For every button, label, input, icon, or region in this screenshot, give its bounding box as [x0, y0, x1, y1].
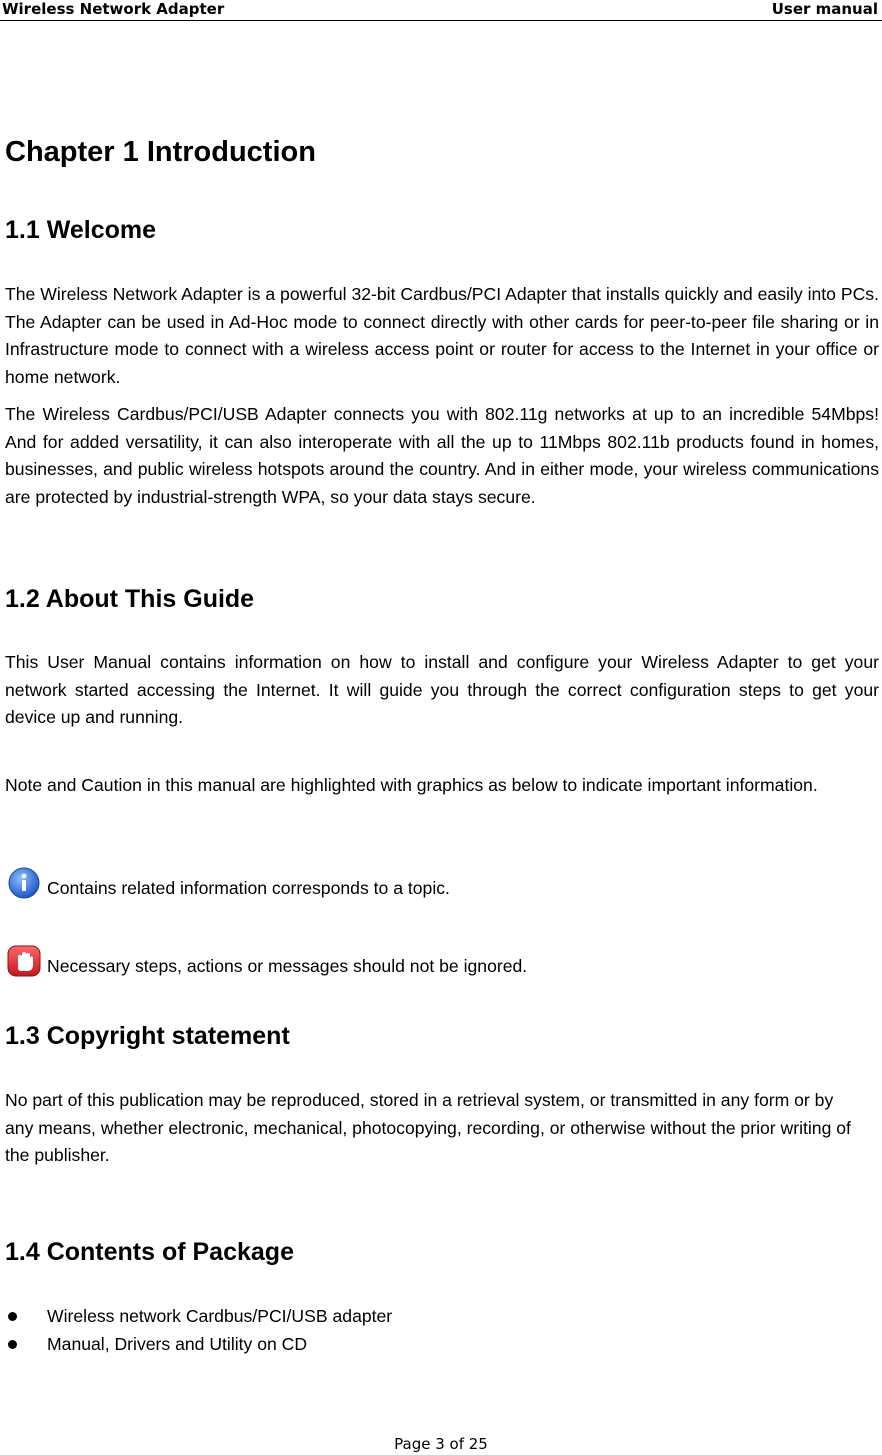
guide-paragraph-2: Note and Caution in this manual are highlighted with graphics as below to indicate important information.: [5, 775, 818, 795]
chapter-title: Chapter 1 Introduction: [5, 136, 316, 168]
guide-paragraph-1: This User Manual contains information on how to install and configure your Wireless Adapter to get your network started accessing the Internet. It will guide you through the correct configuration steps to get your device up and running.: [5, 652, 879, 728]
welcome-paragraph-1: The Wireless Network Adapter is a powerful 32-bit Cardbus/PCI Adapter that installs quickly and easily into PCs. The Adapter can be used in Ad-Hoc mode to connect directly with other cards for peer-to-peer file sharing or in Infrastructure mode to connect with a wireless access point or router for access to the Internet in your office or home network.: [5, 284, 879, 387]
copyright-paragraph: No part of this publication may be reproduced, stored in a retrieval system, or transmitted in any form or by any means, whether electronic, mechanical, photocopying, recording, or otherwise without the prior writing of the publisher.: [5, 1090, 851, 1166]
welcome-paragraph-2: The Wireless Cardbus/PCI/USB Adapter connects you with 802.11g networks at up to an incredible 54Mbps! And for added versatility, it can also interoperate with all the up to 11Mbps 802.11b products found in homes, businesses, and public wireless hotspots around the country. And in either mode, your wireless communications are protected by industrial-strength WPA, so your data stays secure.: [5, 404, 879, 507]
header-doc-type: User manual: [771, 0, 878, 18]
caution-legend-text: Necessary steps, actions or messages should not be ignored.: [47, 956, 528, 976]
section-heading-welcome: 1.1 Welcome: [5, 216, 157, 244]
page-number: Page 3 of 25: [394, 1435, 488, 1453]
list-item-text: Wireless network Cardbus/PCI/USB adapter: [47, 1306, 393, 1326]
package-contents-list: [5, 1302, 392, 1358]
list-item: [5, 1330, 392, 1358]
stop-hand-icon: [5, 944, 43, 978]
list-item: [5, 1302, 392, 1330]
caution-legend: [5, 944, 527, 978]
section-heading-package: 1.4 Contents of Package: [5, 1238, 294, 1266]
note-legend-text: Contains related information corresponds to a topic.: [47, 878, 450, 898]
bullet-icon: [8, 1312, 17, 1321]
page-header: [0, 0, 882, 21]
page-footer: [0, 1434, 882, 1454]
note-legend: [5, 866, 450, 900]
section-heading-copyright: 1.3 Copyright statement: [5, 1022, 290, 1050]
section-heading-guide: 1.2 About This Guide: [5, 585, 255, 613]
list-item-text: Manual, Drivers and Utility on CD: [47, 1334, 308, 1354]
bullet-icon: [8, 1340, 17, 1349]
header-product-title: Wireless Network Adapter: [2, 0, 225, 18]
info-icon: [5, 866, 43, 900]
